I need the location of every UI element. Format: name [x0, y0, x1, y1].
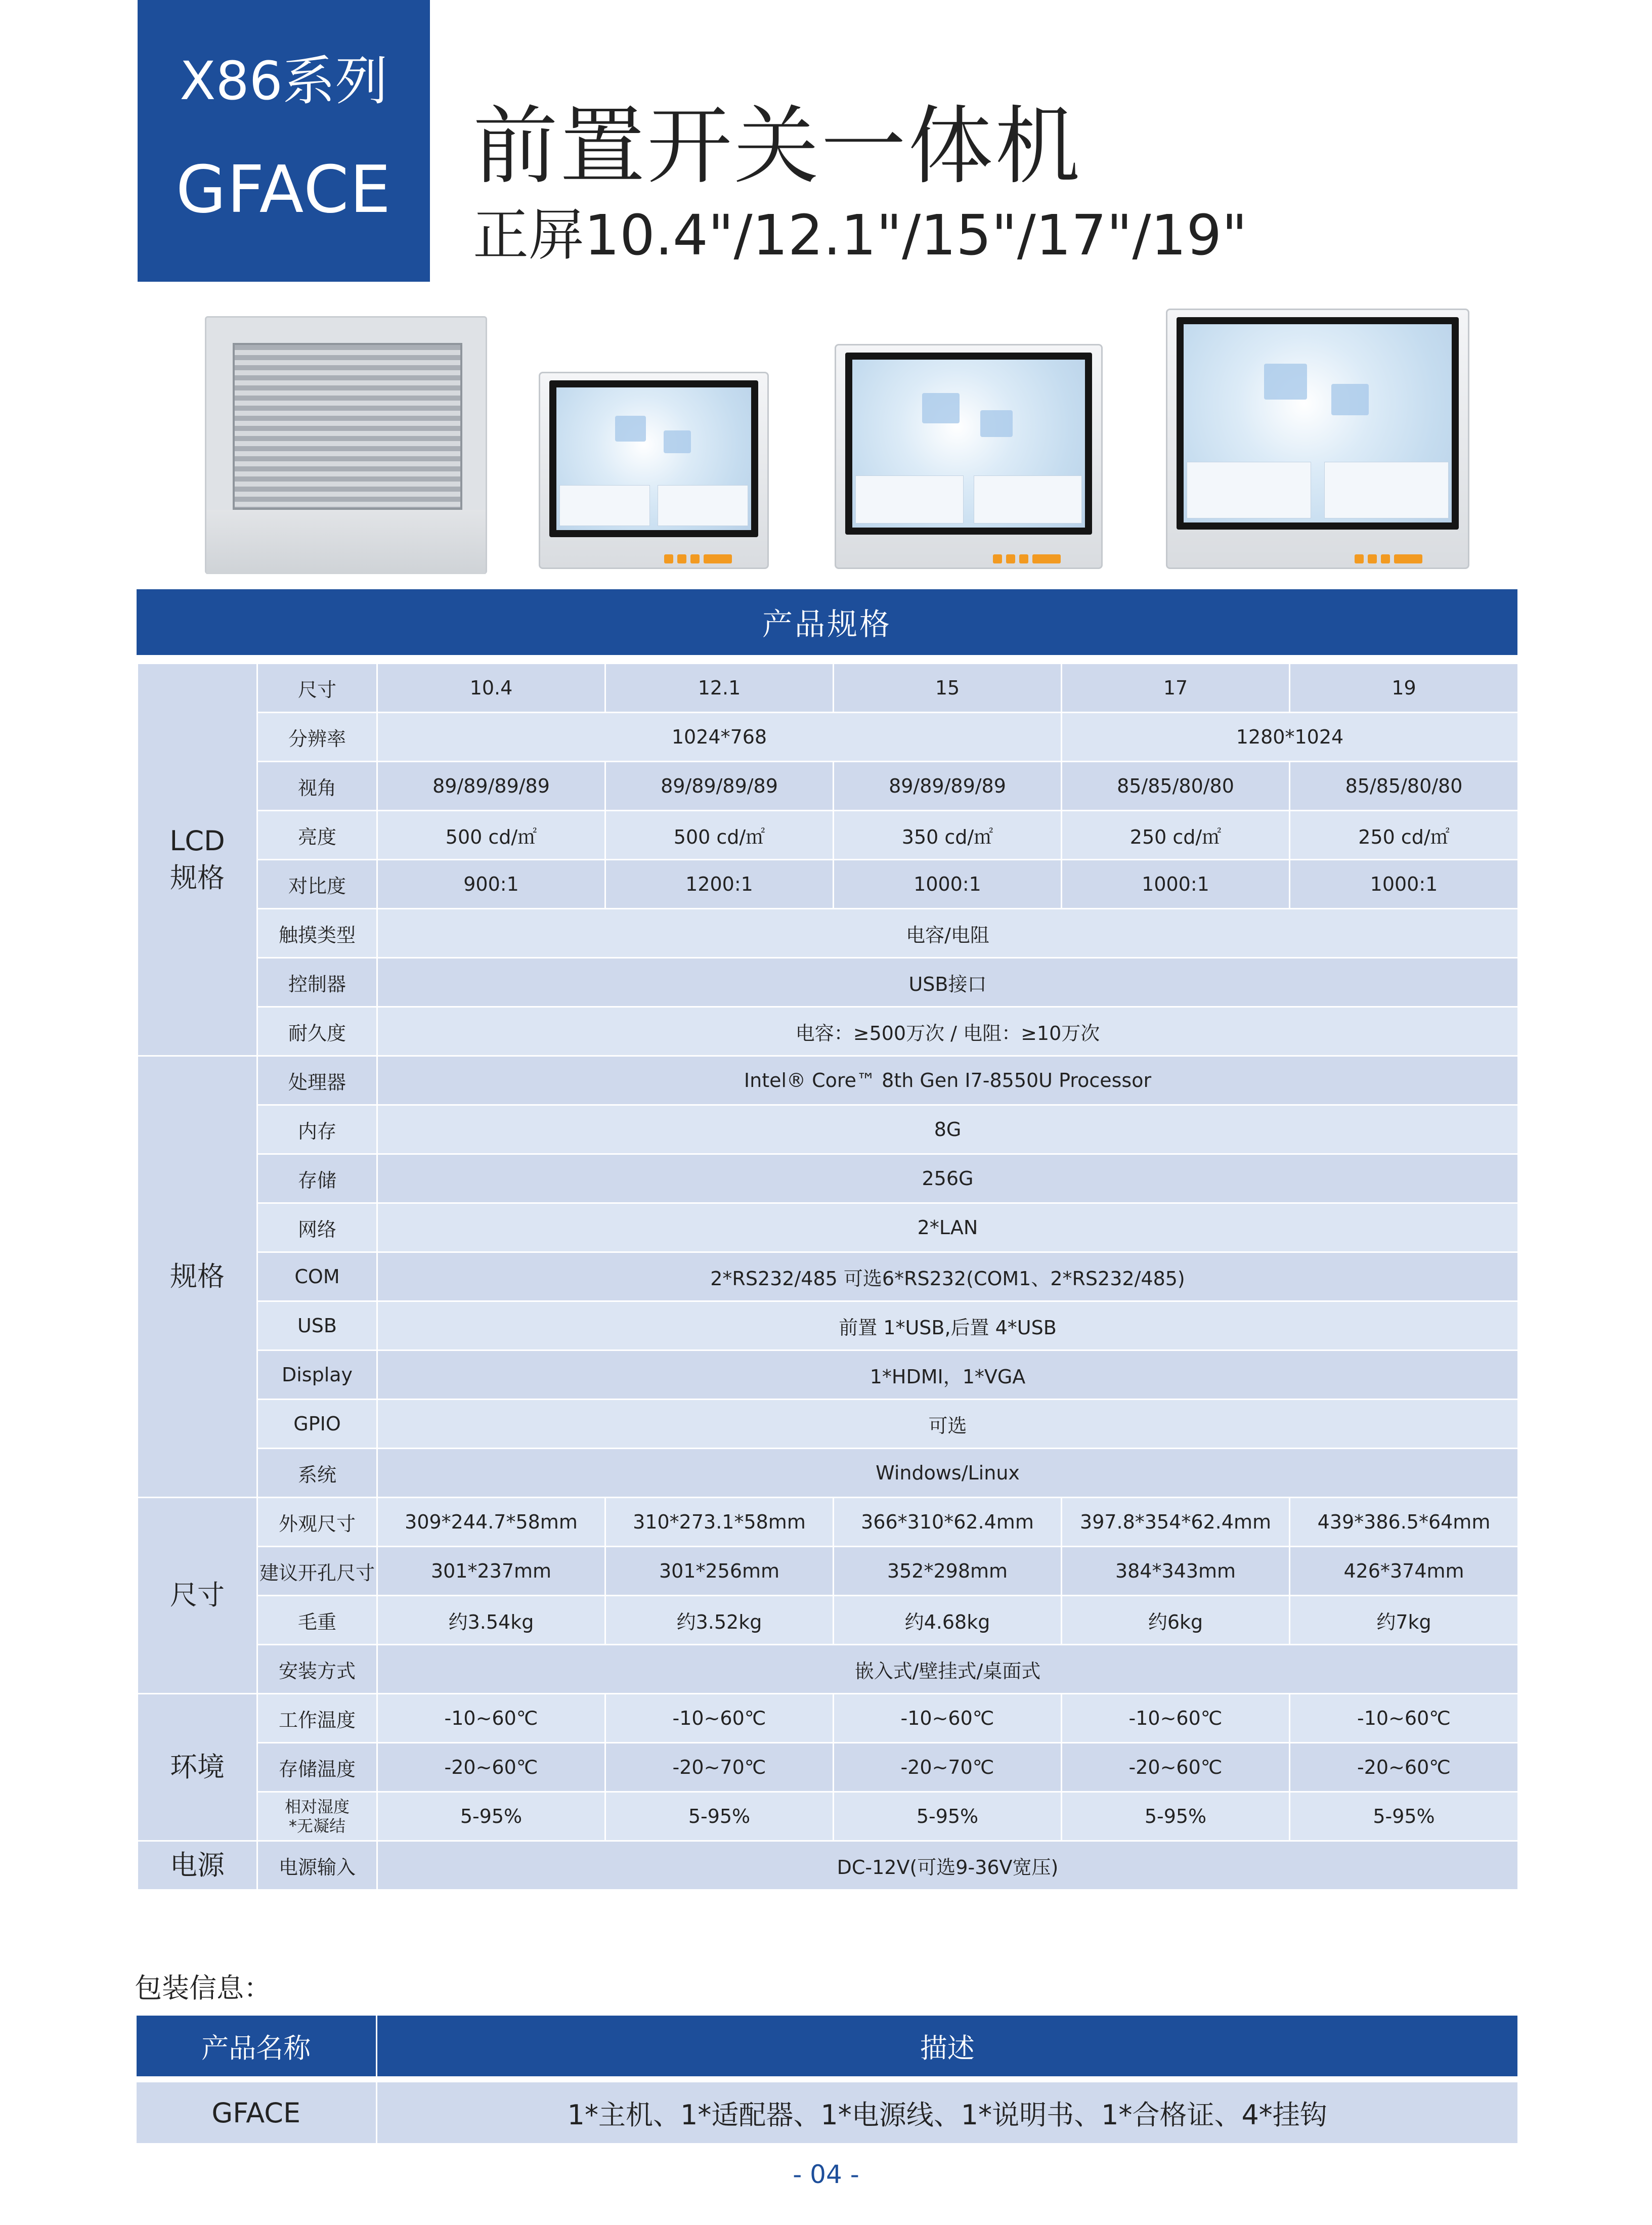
spec-value: -10~60℃: [834, 1694, 1062, 1743]
spec-label: Display: [257, 1350, 377, 1400]
spec-value: 366*310*62.4mm: [834, 1498, 1062, 1547]
spec-row-view-angle: [138, 762, 1518, 811]
spec-value: 12.1: [605, 664, 834, 713]
spec-value: -10~60℃: [1062, 1694, 1290, 1743]
screen: [556, 387, 751, 530]
spec-label: 工作温度: [257, 1694, 377, 1743]
series-badge: [138, 0, 430, 282]
spec-value: 5-95%: [377, 1792, 605, 1841]
spec-row-mount: [138, 1645, 1518, 1694]
spec-value: 约4.68kg: [834, 1596, 1062, 1645]
spec-value: 426*374mm: [1290, 1547, 1518, 1596]
spec-value: -10~60℃: [605, 1694, 834, 1743]
group-environment: 环境: [138, 1694, 257, 1841]
spec-label: 尺寸: [257, 664, 377, 713]
spec-value: 89/89/89/89: [834, 762, 1062, 811]
control-buttons: [664, 554, 732, 563]
spec-value: 1000:1: [1290, 860, 1518, 909]
packing-col-name: 产品名称: [137, 2016, 376, 2079]
spec-row-touch: [138, 909, 1518, 958]
spec-label: 存储: [257, 1154, 377, 1203]
product-images: [0, 309, 1652, 572]
product-front-view-15-image: [835, 344, 1103, 569]
spec-row-contrast: [138, 860, 1518, 909]
spec-value: 250 cd/㎡: [1062, 811, 1290, 860]
heatsink: [233, 343, 462, 510]
spec-value: 约7kg: [1290, 1596, 1518, 1645]
spec-row-storage: [138, 1154, 1518, 1203]
spec-value: 5-95%: [1062, 1792, 1290, 1841]
spec-value: 可选: [377, 1400, 1518, 1449]
packing-row: [137, 2079, 1517, 2143]
spec-row-cutout: [138, 1547, 1518, 1596]
spec-value: 397.8*354*62.4mm: [1062, 1498, 1290, 1547]
spec-label: 耐久度: [257, 1007, 377, 1056]
product-back-view-image: [205, 316, 487, 574]
page-title: 前置开关一体机: [473, 97, 1082, 196]
bezel: [549, 380, 758, 537]
spec-row-usb: [138, 1301, 1518, 1350]
spec-row-display: [138, 1350, 1518, 1400]
spec-row-gpio: [138, 1400, 1518, 1449]
spec-value: 约3.54kg: [377, 1596, 605, 1645]
packing-col-desc: 描述: [376, 2016, 1517, 2079]
spec-value: 352*298mm: [834, 1547, 1062, 1596]
spec-label: 外观尺寸: [257, 1498, 377, 1547]
spec-section-title: 产品规格: [137, 589, 1517, 655]
screen: [1184, 324, 1452, 522]
spec-label: 对比度: [257, 860, 377, 909]
spec-value: 8G: [377, 1105, 1518, 1154]
spec-row-durability: [138, 1007, 1518, 1056]
packing-header-row: [137, 2016, 1517, 2079]
spec-label: 内存: [257, 1105, 377, 1154]
spec-label: 建议开孔尺寸: [257, 1547, 377, 1596]
spec-value: -20~70℃: [834, 1743, 1062, 1792]
packing-description: 1*主机、1*适配器、1*电源线、1*说明书、1*合格证、4*挂钩: [376, 2079, 1517, 2143]
spec-value: -10~60℃: [1290, 1694, 1518, 1743]
spec-label: 分辨率: [257, 713, 377, 762]
spec-value: DC-12V(可选9-36V宽压): [377, 1841, 1518, 1890]
spec-value: -10~60℃: [377, 1694, 605, 1743]
product-front-view-10-4-image: [539, 372, 769, 569]
spec-row-weight: [138, 1596, 1518, 1645]
control-buttons: [1355, 554, 1422, 563]
spec-value: 5-95%: [605, 1792, 834, 1841]
spec-table: [137, 663, 1519, 1891]
screen: [852, 360, 1085, 528]
spec-row-memory: [138, 1105, 1518, 1154]
spec-value: 310*273.1*58mm: [605, 1498, 834, 1547]
spec-value: 15: [834, 664, 1062, 713]
packing-info-title: 包装信息：: [135, 1972, 271, 2004]
spec-value: 301*256mm: [605, 1547, 834, 1596]
spec-value: 250 cd/㎡: [1290, 811, 1518, 860]
spec-label: USB: [257, 1301, 377, 1350]
spec-value: 17: [1062, 664, 1290, 713]
page-subtitle: 正屏10.4"/12.1"/15"/17"/19": [473, 203, 1247, 268]
spec-value: 89/89/89/89: [605, 762, 834, 811]
spec-label: 网络: [257, 1203, 377, 1252]
back-plate: [206, 510, 486, 574]
spec-value: 1000:1: [834, 860, 1062, 909]
bezel: [1177, 317, 1459, 530]
packing-table: [137, 2016, 1517, 2143]
spec-value: 309*244.7*58mm: [377, 1498, 605, 1547]
spec-row-store-temp: [138, 1743, 1518, 1792]
spec-value: 350 cd/㎡: [834, 811, 1062, 860]
group-lcd: LCD 规格: [138, 664, 257, 1056]
control-buttons: [993, 554, 1061, 563]
spec-value: 301*237mm: [377, 1547, 605, 1596]
spec-value: 2*LAN: [377, 1203, 1518, 1252]
spec-label: 视角: [257, 762, 377, 811]
spec-row-os: [138, 1449, 1518, 1498]
spec-value: Intel® Core™ 8th Gen I7-8550U Processor: [377, 1056, 1518, 1105]
spec-row-resolution: [138, 713, 1518, 762]
spec-label: 电源输入: [257, 1841, 377, 1890]
spec-label: 毛重: [257, 1596, 377, 1645]
spec-value: 89/89/89/89: [377, 762, 605, 811]
spec-label: 系统: [257, 1449, 377, 1498]
spec-value: 1024*768: [377, 713, 1062, 762]
spec-value: 900:1: [377, 860, 605, 909]
spec-row-network: [138, 1203, 1518, 1252]
spec-label: 处理器: [257, 1056, 377, 1105]
spec-value: 256G: [377, 1154, 1518, 1203]
spec-value: 384*343mm: [1062, 1547, 1290, 1596]
spec-row-power-input: [138, 1841, 1518, 1890]
spec-label: 控制器: [257, 958, 377, 1007]
spec-value: 电容：≥500万次 / 电阻：≥10万次: [377, 1007, 1518, 1056]
spec-label: 触摸类型: [257, 909, 377, 958]
spec-row-humidity: [138, 1792, 1518, 1841]
spec-label: COM: [257, 1252, 377, 1301]
spec-value: 10.4: [377, 664, 605, 713]
spec-value: 500 cd/㎡: [605, 811, 834, 860]
model-name: GFACE: [176, 152, 392, 228]
spec-row-work-temp: [138, 1694, 1518, 1743]
spec-value: 439*386.5*64mm: [1290, 1498, 1518, 1547]
page-number: - 04 -: [793, 2160, 859, 2189]
spec-row-controller: [138, 958, 1518, 1007]
spec-row-brightness: [138, 811, 1518, 860]
spec-value: -20~70℃: [605, 1743, 834, 1792]
spec-label: 存储温度: [257, 1743, 377, 1792]
spec-value: 85/85/80/80: [1290, 762, 1518, 811]
spec-value: 2*RS232/485 可选6*RS232(COM1、2*RS232/485): [377, 1252, 1518, 1301]
group-power: 电源: [138, 1841, 257, 1890]
spec-value: -20~60℃: [377, 1743, 605, 1792]
spec-value: 1200:1: [605, 860, 834, 909]
spec-value: USB接口: [377, 958, 1518, 1007]
spec-value: 5-95%: [834, 1792, 1062, 1841]
spec-value: 约3.52kg: [605, 1596, 834, 1645]
spec-row-outer-dimensions: [138, 1498, 1518, 1547]
spec-value: 电容/电阻: [377, 909, 1518, 958]
spec-row-com: [138, 1252, 1518, 1301]
spec-value: 前置 1*USB,后置 4*USB: [377, 1301, 1518, 1350]
spec-value: -20~60℃: [1062, 1743, 1290, 1792]
spec-row-cpu: [138, 1056, 1518, 1105]
spec-value: 1280*1024: [1062, 713, 1518, 762]
spec-value: -20~60℃: [1290, 1743, 1518, 1792]
spec-value: 1*HDMI，1*VGA: [377, 1350, 1518, 1400]
spec-value: 5-95%: [1290, 1792, 1518, 1841]
spec-value: Windows/Linux: [377, 1449, 1518, 1498]
spec-label: GPIO: [257, 1400, 377, 1449]
group-spec: 规格: [138, 1056, 257, 1498]
packing-product-name: GFACE: [137, 2079, 376, 2143]
bezel: [845, 353, 1092, 535]
spec-label: 相对湿度 *无凝结: [257, 1792, 377, 1841]
series-name: X86系列: [180, 50, 388, 112]
spec-value: 约6kg: [1062, 1596, 1290, 1645]
spec-label: 亮度: [257, 811, 377, 860]
spec-row-size: [138, 664, 1518, 713]
spec-label: 安装方式: [257, 1645, 377, 1694]
spec-value: 85/85/80/80: [1062, 762, 1290, 811]
spec-value: 19: [1290, 664, 1518, 713]
product-front-view-19-image: [1166, 309, 1469, 569]
spec-value: 1000:1: [1062, 860, 1290, 909]
spec-value: 嵌入式/壁挂式/桌面式: [377, 1645, 1518, 1694]
group-size: 尺寸: [138, 1498, 257, 1694]
spec-value: 500 cd/㎡: [377, 811, 605, 860]
